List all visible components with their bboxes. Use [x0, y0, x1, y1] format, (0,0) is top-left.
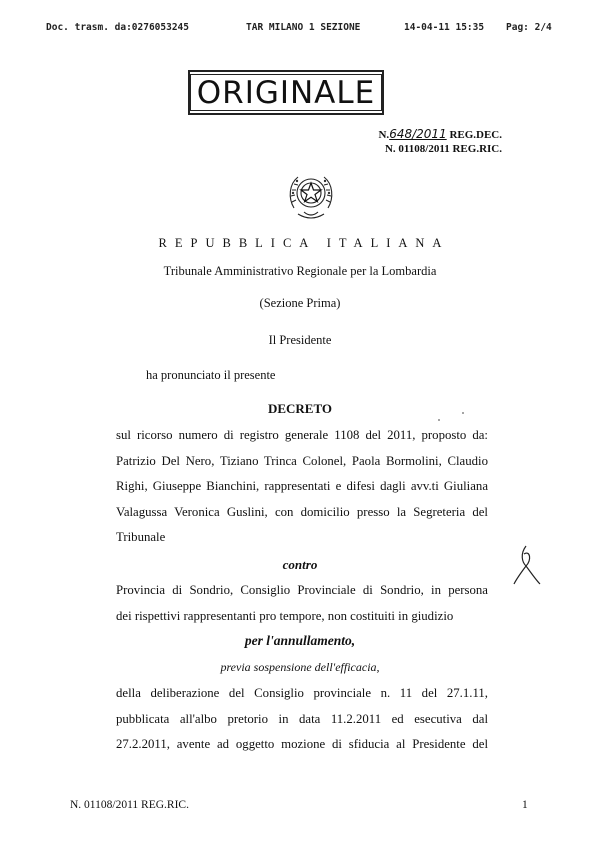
- paragraph-ricorso: [116, 423, 488, 551]
- fax-header: [0, 22, 600, 36]
- fax-page: Pag: 2/4: [506, 22, 552, 33]
- text-line: Righi, Giuseppe Bianchini, rappresentati e difesi dagli avv.ti Giuliana: [116, 479, 488, 493]
- handwritten-mark-icon: [506, 544, 546, 586]
- text-line: Tribunale: [116, 530, 166, 544]
- paragraph-deliberazione: [116, 681, 488, 758]
- originale-stamp: [188, 70, 384, 115]
- italian-republic-emblem-icon: [284, 168, 338, 224]
- text-line: Valagussa Veronica Guslini, con domicilio presso la Segreteria del: [116, 504, 488, 519]
- fax-sender: Doc. trasm. da:0276053245: [46, 22, 189, 33]
- decree-title: DECRETO: [267, 401, 333, 416]
- scan-speck: [438, 419, 440, 421]
- reg-dec-prefix: N.: [378, 129, 390, 141]
- text-line: 27.2.2011, avente ad oggetto mozione di sfiducia al Presidente del: [116, 737, 488, 751]
- page-number: 1: [522, 799, 528, 811]
- reg-dec-handwritten: 648/2011: [389, 127, 447, 141]
- sospensione-subheading: previa sospensione dell'efficacia,: [220, 660, 380, 674]
- stamp-text: ORIGINALE: [190, 74, 383, 111]
- contro-heading: contro: [282, 557, 318, 572]
- reg-dec-line: [378, 127, 502, 141]
- republic-heading: REPUBBLICA ITALIANA: [158, 236, 450, 250]
- annullamento-heading: per l'annullamento,: [244, 633, 356, 648]
- reg-ric-line: N. 01108/2011 REG.RIC.: [384, 143, 502, 155]
- text-line: Provincia di Sondrio, Consiglio Provinciale di Sondrio, in persona: [116, 583, 488, 597]
- fax-datetime: 14-04-11 15:35: [404, 22, 485, 33]
- reg-dec-suffix: REG.DEC.: [446, 129, 502, 141]
- text-line: pubblicata all'albo pretorio in data 11.2.2011 ed esecutiva dal: [116, 711, 488, 726]
- text-line: sul ricorso numero di registro generale 1108 del 2011, proposto da:: [116, 428, 488, 442]
- text-line: Patrizio Del Nero, Tiziano Trinca Colonel, Paola Bormolini, Claudio: [116, 453, 488, 468]
- paragraph-contro: [116, 578, 488, 629]
- text-line: della deliberazione del Consiglio provinciale n. 11 del 27.1.11,: [116, 686, 488, 700]
- scan-speck: [462, 412, 464, 414]
- text-line: dei rispettivi rappresentanti pro tempore, non costituiti in giudizio: [116, 608, 454, 623]
- court-section: (Sezione Prima): [259, 296, 341, 310]
- judge-title: Il Presidente: [268, 333, 332, 347]
- footer-reference: N. 01108/2011 REG.RIC.: [70, 799, 189, 811]
- court-name: Tribunale Amministrativo Regionale per la Lombardia: [163, 264, 437, 278]
- fax-office: TAR MILANO 1 SEZIONE: [246, 22, 361, 33]
- pronounced-text: ha pronunciato il presente: [146, 368, 276, 382]
